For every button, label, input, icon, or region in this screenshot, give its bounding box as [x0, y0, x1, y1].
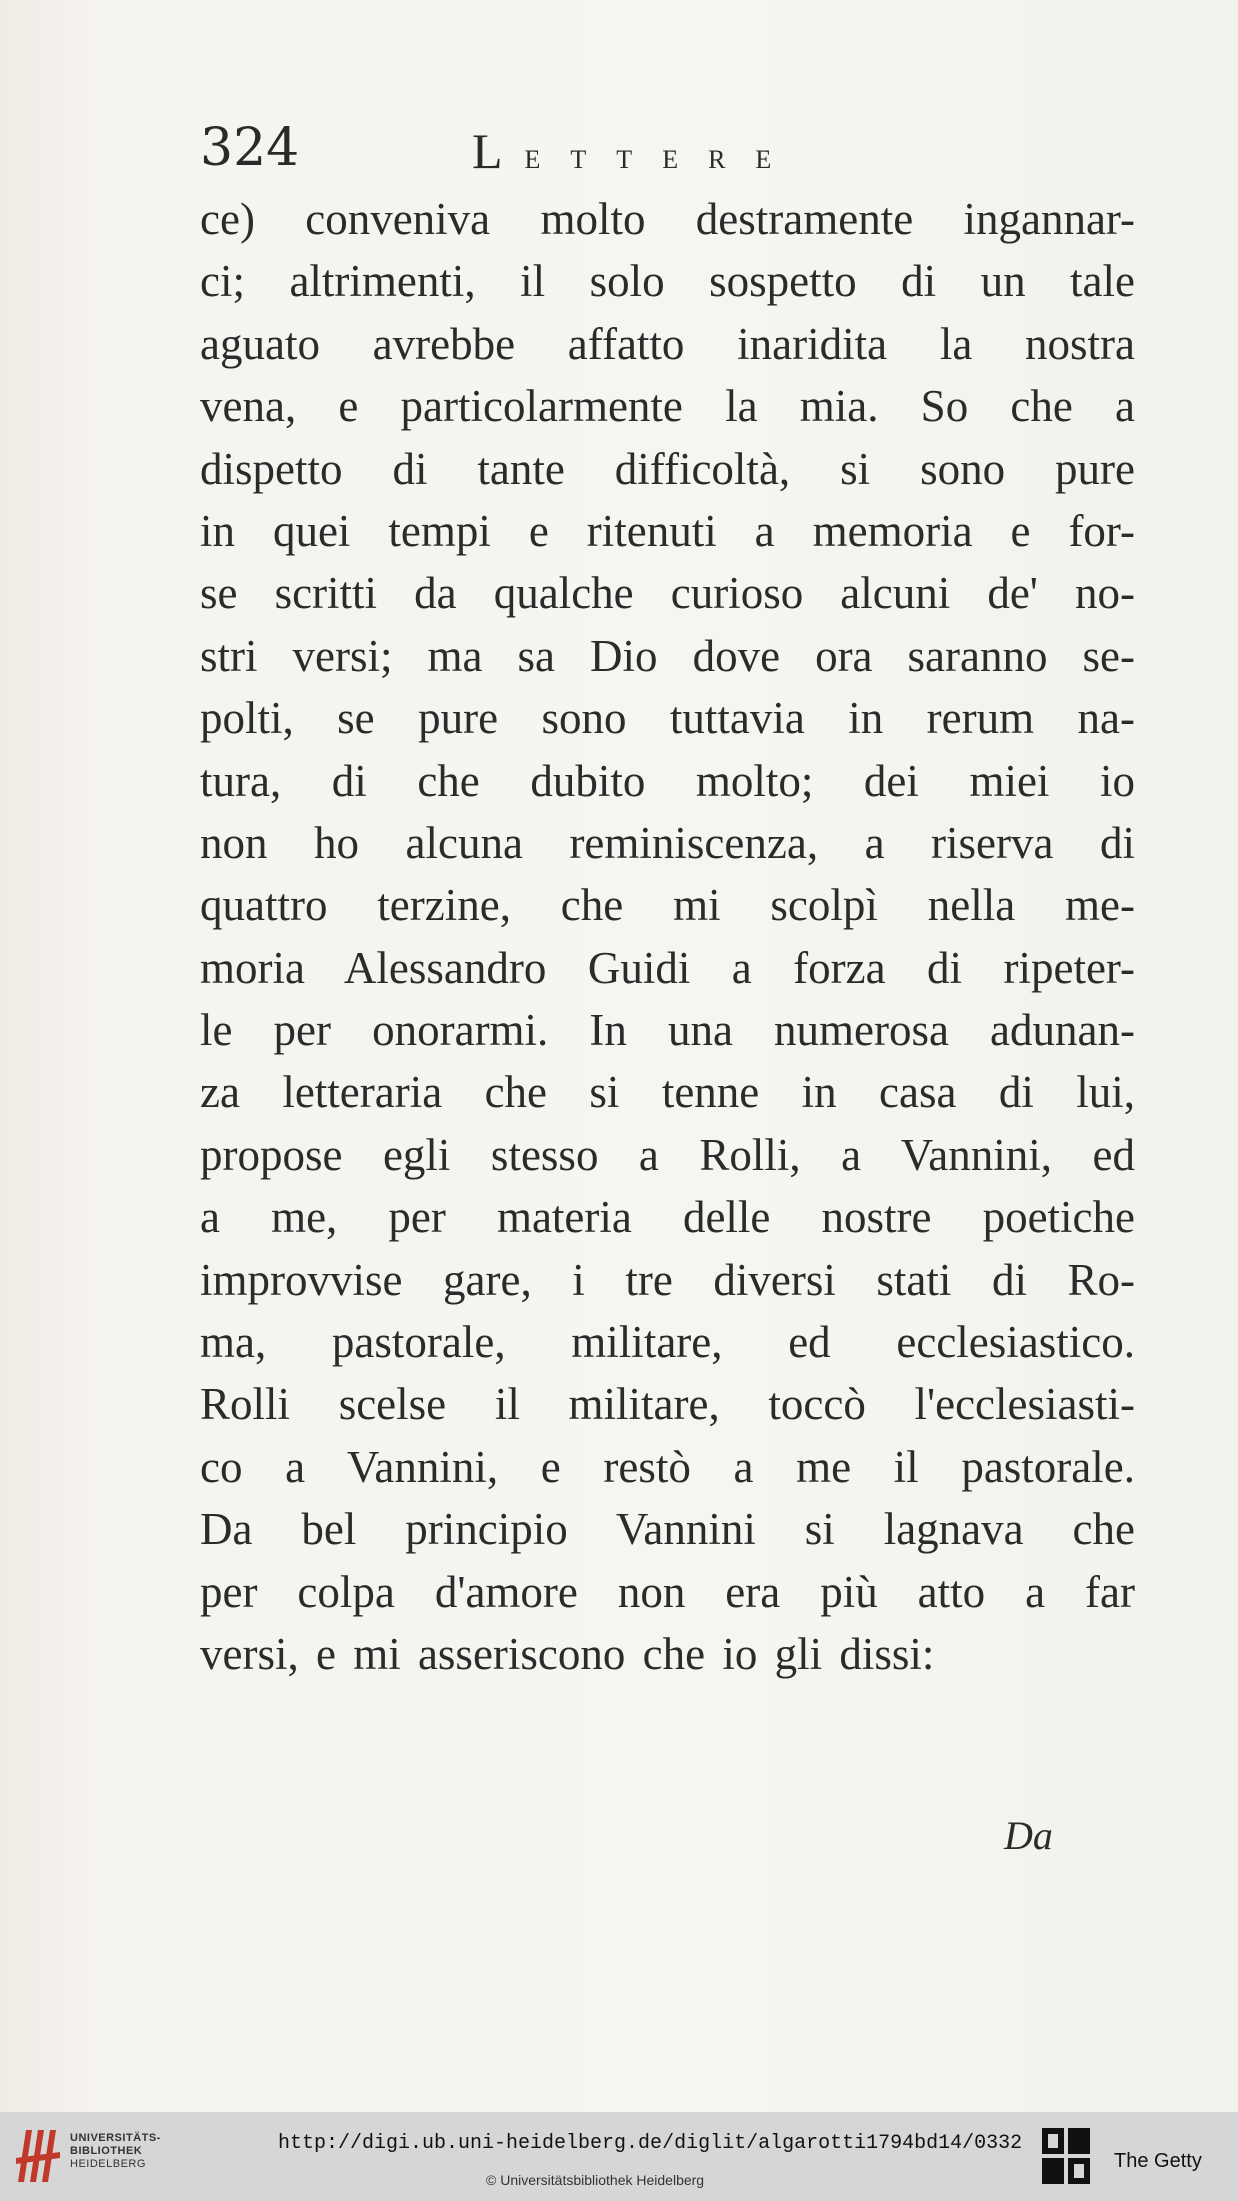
page-number: 324 — [200, 118, 300, 178]
catchword: Da — [1004, 1813, 1053, 1858]
permalink-url[interactable]: http://digi.ub.uni-heidelberg.de/diglit/algarotti1794bd14/0332 — [278, 2132, 1023, 2155]
getty-name: The Getty — [1114, 2150, 1202, 2172]
text-line: co a Vannini, e restò a me il pastorale. — [200, 1441, 1135, 1492]
library-name-line: BIBLIOTHEK — [70, 2145, 143, 2157]
getty-logo-icon — [1040, 2126, 1092, 2186]
text-line: non ho alcuna reminiscenza, a riserva di — [200, 817, 1135, 868]
library-name-line: UNIVERSITÄTS- — [70, 2132, 161, 2144]
text-line: polti, se pure sono tuttavia in rerum na- — [200, 693, 1135, 744]
text-line: tura, di che dubito molto; dei miei io — [200, 755, 1135, 806]
library-name — [70, 2132, 161, 2171]
text-line: stri versi; ma sa Dio dove ora saranno se- — [200, 630, 1135, 681]
text-line: improvvise gare, i tre diversi stati di Ro- — [200, 1254, 1135, 1305]
text-line: aguato avrebbe affatto inaridita la nostra — [200, 318, 1135, 369]
text-line: le per onorarmi. In una numerosa adunan- — [200, 1005, 1135, 1056]
text-line: moria Alessandro Guidi a forza di ripeter- — [200, 942, 1135, 993]
text-line: ce) conveniva molto destramente ingannar- — [200, 194, 1135, 244]
text-line: dispetto di tante difficoltà, si sono pure — [200, 443, 1135, 494]
text-line: Rolli scelse il militare, toccò l'ecclesiasti- — [200, 1379, 1135, 1430]
viewer-footer — [0, 2112, 1238, 2201]
text-line: a me, per materia delle nostre poetiche — [200, 1192, 1135, 1243]
body-text — [200, 188, 1135, 1685]
library-name-line: HEIDELBERG — [70, 2158, 146, 2170]
running-title — [472, 122, 801, 180]
text-line: ci; altrimenti, il solo sospetto di un tale — [200, 256, 1135, 307]
page-header — [200, 118, 1140, 178]
text-line: propose egli stesso a Rolli, a Vannini, ed — [200, 1129, 1135, 1180]
text-line: in quei tempi e ritenuti a memoria e for- — [200, 505, 1135, 556]
library-logo-icon — [12, 2122, 64, 2190]
text-line: se scritti da qualche curioso alcuni de' no- — [200, 568, 1135, 619]
text-line: versi, e mi asseriscono che io gli dissi: — [200, 1628, 935, 1679]
text-line: Da bel principio Vannini si lagnava che — [200, 1504, 1135, 1555]
copyright-notice: © Universitätsbibliothek Heidelberg — [486, 2172, 705, 2188]
text-line: za letteraria che si tenne in casa di lui, — [200, 1067, 1135, 1118]
text-line: ma, pastorale, militare, ed ecclesiastico. — [200, 1317, 1135, 1368]
text-line: vena, e particolarmente la mia. So che a — [200, 381, 1135, 432]
running-title-initial: L — [472, 123, 503, 179]
running-title-rest: ETTERE — [524, 145, 802, 174]
text-line: per colpa d'amore non era più atto a far — [200, 1566, 1135, 1617]
text-line: quattro terzine, che mi scolpì nella me- — [200, 880, 1135, 931]
